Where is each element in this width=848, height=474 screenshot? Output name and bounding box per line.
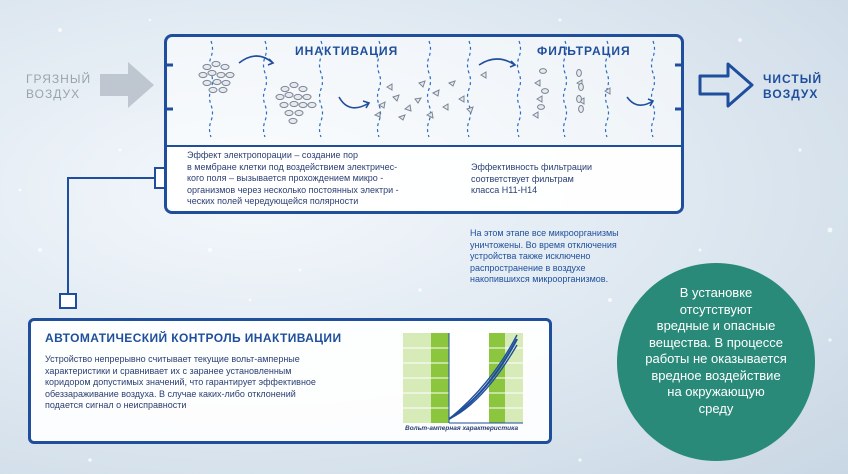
device-box <box>164 34 684 214</box>
ruptured-microbe-icon <box>375 72 610 120</box>
inactivation-title: ИНАКТИВАЦИЯ <box>295 44 399 58</box>
filtration-title: ФИЛЬТРАЦИЯ <box>537 44 631 58</box>
auto-control-text: Устройство непрерывно считывает текущие вольт-амперные характеристики и сравнивает их с заранее установленным коридором допустимых значений, что гарантирует эффективное обеззараживание воздуха. В случае каких-либо отклонений подается сигнал о неисправности <box>45 354 316 410</box>
dirty-air-label: ГРЯЗНЫЙ ВОЗДУХ <box>26 72 92 101</box>
filtration-text: Эффективность фильтрации соответствует фильтрам класса H11-H14 <box>471 162 593 195</box>
info-circle: В установке отсутствуют вредные и опасные вещества. В процессе работы не оказывается вредное воздействие на окружающую среду <box>617 263 815 461</box>
electroporation-text: Эффект электропорации – создание пор в мембране клетки под воздействием электричес- кого поля – вызывается прохождением микро - организмов через несколько постоянных электри - ческих полей чередующейся полярности <box>187 150 399 206</box>
flow-arrow-in-icon <box>96 58 158 112</box>
box-description-panel <box>167 145 681 211</box>
auto-control-title: АВТОМАТИЧЕСКИЙ КОНТРОЛЬ ИНАКТИВАЦИИ <box>45 331 342 345</box>
microbe-cluster-icon <box>199 61 234 92</box>
flow-arrow-out-icon <box>696 58 758 112</box>
connector-line <box>40 160 180 320</box>
stage-info-text: На этом этапе все микроорганизмы уничтожены. Во время отключения устройства также исключено распространение в воздухе накопившихся микроорганизмов. <box>470 228 619 284</box>
auto-control-panel <box>28 318 552 444</box>
chart-caption: Вольт-амперная характеристика <box>405 425 519 432</box>
curved-arrow-icon <box>239 56 653 108</box>
clean-air-label: ЧИСТЫЙ ВОЗДУХ <box>763 72 823 101</box>
volt-ampere-chart <box>403 333 551 425</box>
